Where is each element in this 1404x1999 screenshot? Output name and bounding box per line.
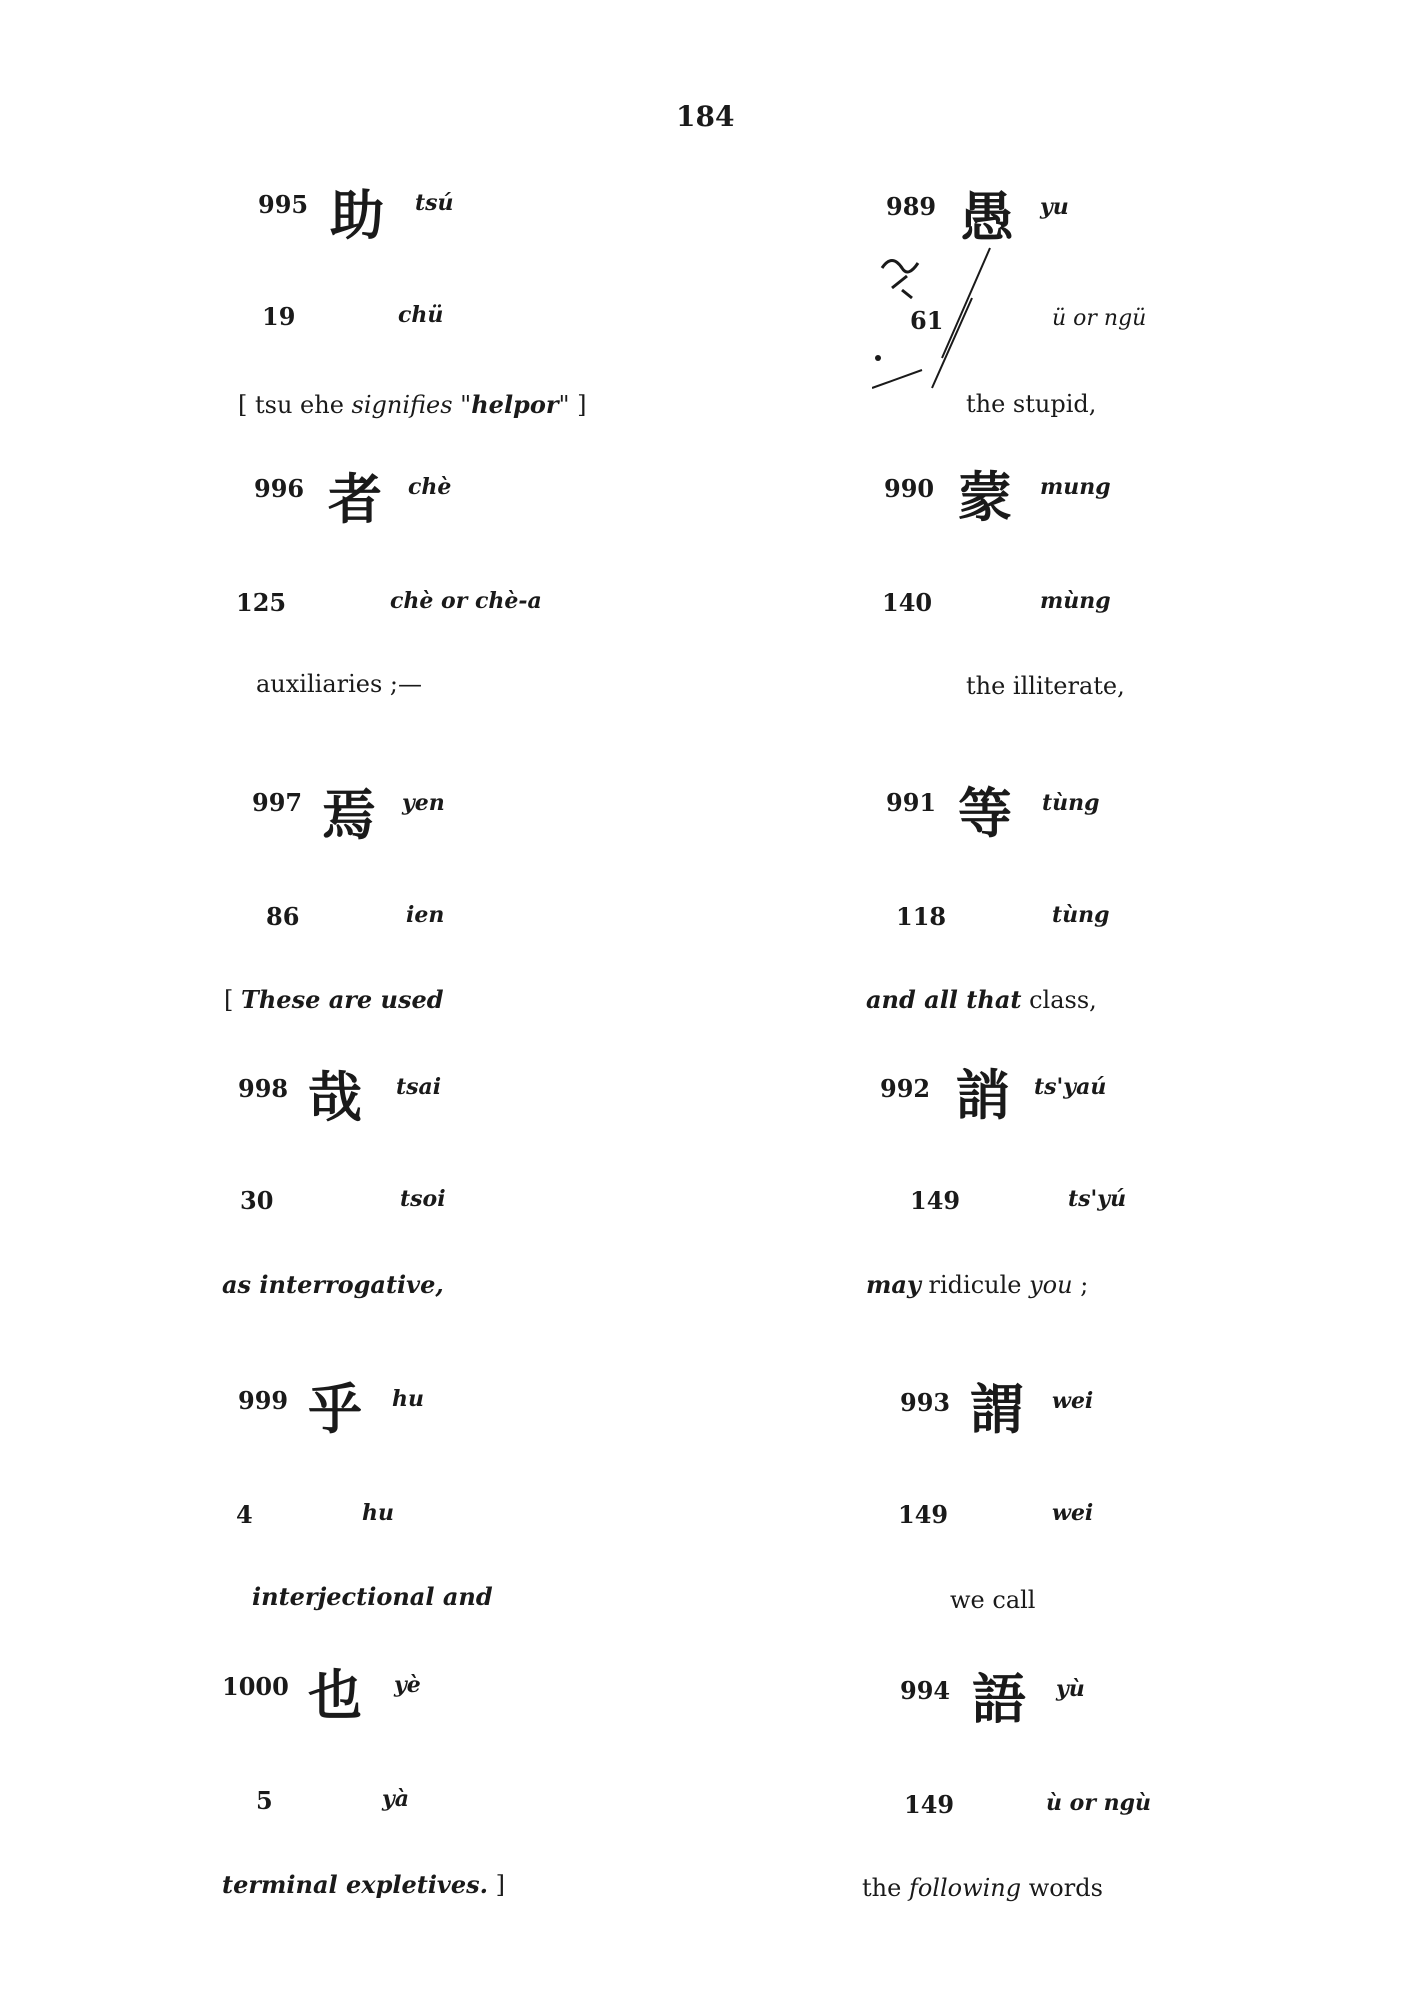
- chinese-character: 也: [308, 1663, 362, 1727]
- translation-line: [224, 985, 444, 1014]
- romanization-top: hu: [392, 1386, 424, 1412]
- romanization-top: mung: [1040, 474, 1111, 500]
- entry-index: 997: [252, 788, 303, 817]
- romanization-bottom: yà: [382, 1786, 410, 1812]
- radical-number: 149: [898, 1500, 949, 1529]
- radical-number: 61: [910, 306, 944, 335]
- note-part: signifies: [351, 391, 453, 419]
- note-part: terminal expletives.: [222, 1870, 489, 1899]
- romanization-top: tùng: [1042, 790, 1100, 816]
- romanization-bottom: chü: [398, 302, 444, 328]
- entry-index: 994: [900, 1676, 951, 1705]
- romanization-top: ts'yaú: [1034, 1074, 1107, 1100]
- radical-number: 118: [896, 902, 947, 931]
- translation-line: [866, 1270, 1088, 1299]
- entry-index: 995: [258, 190, 309, 219]
- note-part: ]: [488, 1871, 506, 1899]
- note-part: ;: [1072, 1271, 1089, 1299]
- note-part: the stupid,: [966, 390, 1097, 418]
- note-part: may: [866, 1270, 921, 1299]
- note-part: " ]: [558, 391, 587, 419]
- radical-number: 4: [236, 1500, 253, 1529]
- entry-index: 992: [880, 1074, 931, 1103]
- romanization-bottom: mùng: [1040, 588, 1111, 614]
- romanization-top: yè: [394, 1672, 421, 1698]
- pen-mark-scribble: [872, 185, 1014, 398]
- note-part: auxiliaries ;—: [256, 670, 423, 698]
- radical-number: 149: [904, 1790, 955, 1819]
- chinese-character: 乎: [308, 1377, 362, 1441]
- note-part: helpor: [471, 390, 559, 419]
- romanization-top: yù: [1056, 1676, 1085, 1702]
- chinese-character: 哉: [308, 1065, 362, 1129]
- note-part: [: [224, 986, 241, 1014]
- romanization-bottom: tsoi: [400, 1186, 446, 1212]
- translation-line: [950, 1586, 1035, 1614]
- chinese-character: 謂: [970, 1377, 1024, 1441]
- romanization-bottom: hu: [362, 1500, 394, 1526]
- romanization-bottom: tùng: [1052, 902, 1110, 928]
- note-part: ": [452, 391, 472, 419]
- entry-index: 989: [886, 192, 937, 221]
- note-part: and all that: [866, 985, 1022, 1014]
- translation-line: [966, 672, 1125, 700]
- chinese-character: 愚: [960, 185, 1014, 249]
- chinese-character: 誚: [956, 1063, 1010, 1127]
- romanization-bottom: wei: [1052, 1500, 1094, 1526]
- chinese-character: 等: [958, 781, 1012, 845]
- entry-index: 1000: [222, 1672, 289, 1701]
- translation-line: [238, 390, 587, 419]
- note-part: we call: [950, 1586, 1036, 1614]
- entry-index: 993: [900, 1388, 951, 1417]
- romanization-top: yu: [1040, 194, 1069, 220]
- romanization-top: wei: [1052, 1388, 1094, 1414]
- note-part: words: [1021, 1874, 1103, 1902]
- note-part: following: [908, 1874, 1022, 1902]
- translation-line: [222, 1870, 505, 1899]
- romanization-bottom: ù or ngù: [1046, 1790, 1151, 1816]
- entry-index: 998: [238, 1074, 289, 1103]
- romanization-top: yen: [402, 790, 445, 816]
- romanization-top: tsai: [396, 1074, 442, 1100]
- chinese-character: 焉: [322, 783, 376, 847]
- radical-number: 30: [240, 1186, 274, 1215]
- translation-line: [222, 1270, 444, 1299]
- radical-number: 5: [256, 1786, 273, 1815]
- romanization-bottom: ü or ngü: [1052, 306, 1147, 331]
- translation-line: [862, 1874, 1103, 1902]
- radical-number: 19: [262, 302, 296, 331]
- entry-index: 996: [254, 474, 305, 503]
- note-part: ridicule: [920, 1271, 1030, 1299]
- translation-line: [866, 985, 1097, 1014]
- entry-index: 991: [886, 788, 937, 817]
- entry-index: 999: [238, 1386, 289, 1415]
- radical-number: 125: [236, 588, 287, 617]
- chinese-character: 蒙: [958, 465, 1012, 529]
- note-part: These are used: [241, 985, 444, 1014]
- radical-number: 149: [910, 1186, 961, 1215]
- entry-index: 990: [884, 474, 935, 503]
- note-part: the illiterate,: [966, 672, 1125, 700]
- romanization-top: chè: [408, 474, 452, 500]
- chinese-character: 助: [330, 183, 384, 247]
- chinese-character: 語: [972, 1667, 1026, 1731]
- note-part: as interrogative,: [222, 1270, 444, 1299]
- note-part: the: [862, 1874, 909, 1902]
- chinese-character: 者: [328, 467, 382, 531]
- radical-number: 86: [266, 902, 300, 931]
- page-number: 184: [676, 100, 735, 133]
- note-part: class,: [1021, 986, 1097, 1014]
- note-part: you: [1029, 1271, 1073, 1299]
- note-part: [ tsu ehe: [238, 391, 352, 419]
- romanization-bottom: chè or chè-a: [390, 588, 542, 614]
- translation-line: [256, 670, 422, 698]
- romanization-top: tsú: [415, 190, 454, 216]
- note-part: interjectional and: [252, 1582, 493, 1611]
- translation-line: [252, 1582, 493, 1611]
- romanization-bottom: ts'yú: [1068, 1186, 1127, 1212]
- radical-number: 140: [882, 588, 933, 617]
- romanization-bottom: ien: [406, 902, 445, 928]
